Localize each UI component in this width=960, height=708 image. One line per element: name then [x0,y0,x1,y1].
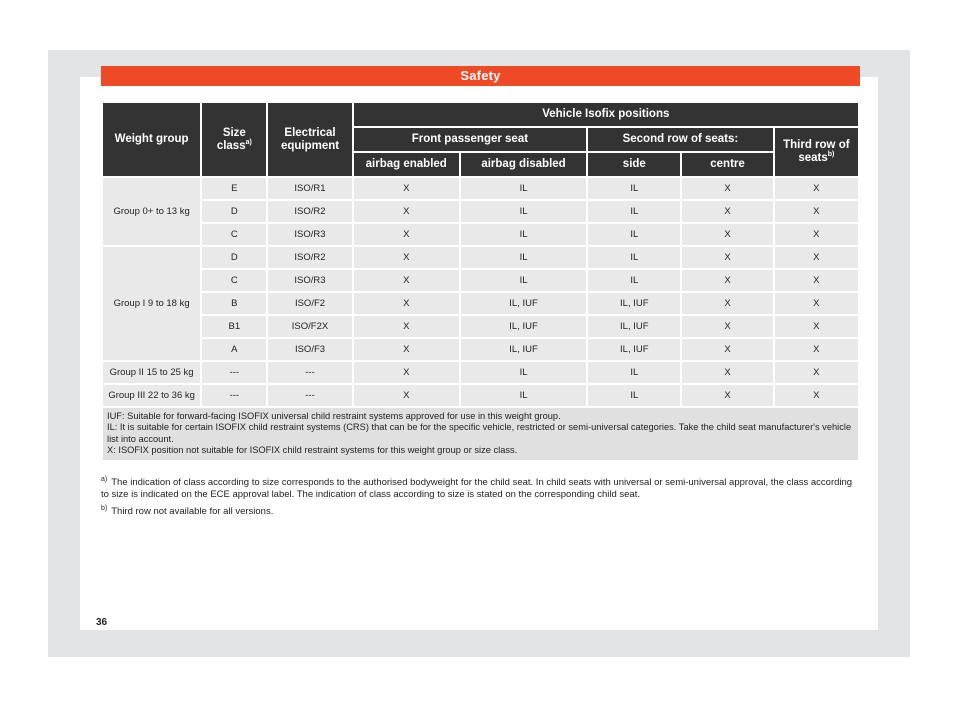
header-airbag-disabled: airbag disabled [461,153,586,176]
cell-third-row: X [775,385,858,406]
cell-third-row: X [775,247,858,268]
header-third-row: Third row of seats$^{b)}$ [775,128,858,176]
cell-centre: X [682,224,772,245]
cell-size-class: --- [202,362,266,383]
cell-size-class: D [202,201,266,222]
header-centre: centre [682,153,772,176]
cell-equipment: ISO/R3 [268,224,351,245]
cell-airbag-disabled: IL [461,362,586,383]
cell-airbag-disabled: IL [461,224,586,245]
cell-equipment: --- [268,385,351,406]
cell-size-class: B1 [202,316,266,337]
cell-third-row: X [775,270,858,291]
cell-equipment: ISO/R2 [268,201,351,222]
cell-side: IL, IUF [588,293,680,314]
legend-il: IL: It is suitable for certain ISOFIX child restraint systems (CRS) that can be for the specific vehicle, restricted or semi-universal categories. Take the child seat manufacturer's vehicle list into account. [107,422,852,444]
cell-size-class: A [202,339,266,360]
header-second-row: Second row of seats: [588,128,772,151]
cell-airbag-enabled: X [354,339,459,360]
cell-side: IL [588,247,680,268]
table-legend [103,408,858,460]
cell-third-row: X [775,201,858,222]
cell-side: IL [588,224,680,245]
header-vehicle-isofix-positions: Vehicle Isofix positions [354,103,858,126]
cell-third-row: X [775,178,858,199]
table-row [103,178,858,199]
cell-side: IL, IUF [588,316,680,337]
cell-equipment: ISO/R1 [268,178,351,199]
cell-airbag-disabled: IL [461,270,586,291]
cell-equipment: --- [268,362,351,383]
cell-third-row: X [775,316,858,337]
cell-side: IL, IUF [588,339,680,360]
cell-airbag-enabled: X [354,224,459,245]
page-number: 36 [96,617,108,628]
cell-airbag-enabled: X [354,178,459,199]
header-size-class: Size class$^{a)}$ [202,103,266,176]
cell-centre: X [682,201,772,222]
weight-group-label: Group I 9 to 18 kg [103,247,200,360]
footnotes [101,477,858,523]
cell-centre: X [682,362,772,383]
cell-size-class: --- [202,385,266,406]
cell-size-class: D [202,247,266,268]
cell-airbag-enabled: X [354,293,459,314]
table-row [103,385,858,406]
cell-side: IL [588,201,680,222]
cell-airbag-enabled: X [354,270,459,291]
cell-airbag-enabled: X [354,316,459,337]
cell-centre: X [682,293,772,314]
table-row [103,339,858,360]
legend-iuf: IUF: Suitable for forward-facing ISOFIX universal child restraint systems approved for use in this weight group. [107,411,561,421]
cell-airbag-disabled: IL, IUF [461,316,586,337]
cell-centre: X [682,316,772,337]
cell-airbag-disabled: IL [461,178,586,199]
footnote-b [101,506,858,518]
footnote-ref-a: a) [245,138,252,146]
cell-side: IL [588,362,680,383]
footnote-ref-b: b) [827,151,835,159]
section-title: Safety [101,66,860,86]
weight-group-label: Group III 22 to 36 kg [103,385,200,406]
table-row [103,224,858,245]
cell-airbag-enabled: X [354,201,459,222]
cell-airbag-enabled: X [354,385,459,406]
table-row [103,201,858,222]
cell-third-row: X [775,362,858,383]
footnote-a-mark: a) [101,475,108,483]
cell-centre: X [682,247,772,268]
cell-airbag-disabled: IL [461,201,586,222]
cell-equipment: ISO/F2 [268,293,351,314]
cell-side: IL [588,178,680,199]
footnote-b-mark: b) [101,504,108,512]
weight-group-label: Group 0+ to 13 kg [103,178,200,245]
cell-airbag-disabled: IL, IUF [461,339,586,360]
table-row [103,247,858,268]
table-row [103,293,858,314]
cell-centre: X [682,385,772,406]
cell-third-row: X [775,339,858,360]
cell-airbag-disabled: IL [461,247,586,268]
cell-airbag-disabled: IL, IUF [461,293,586,314]
isofix-positions-table [101,101,860,462]
cell-centre: X [682,178,772,199]
weight-group-label: Group II 15 to 25 kg [103,362,200,383]
table-row [103,316,858,337]
header-electrical-equipment: Electrical equipment [268,103,351,176]
table-body [103,178,858,460]
footnote-a [101,477,858,501]
cell-equipment: ISO/F2X [268,316,351,337]
header-side: side [588,153,680,176]
table-row [103,270,858,291]
cell-size-class: B [202,293,266,314]
cell-third-row: X [775,224,858,245]
legend-x: X: ISOFIX position not suitable for ISOFIX child restraint systems for this weight group or size class. [107,444,518,455]
footnote-b-text: Third row not available for all versions. [111,506,274,517]
cell-airbag-enabled: X [354,247,459,268]
footnote-a-text: The indication of class according to size corresponds to the authorised bodyweight for the child seat. In child seats with universal or semi-universal approval, the class according to size is indicated on the ECE approval label. The indication of class according to size is stated on the corresponding child seat. [101,477,853,500]
cell-equipment: ISO/F3 [268,339,351,360]
cell-airbag-enabled: X [354,362,459,383]
cell-size-class: C [202,270,266,291]
cell-airbag-disabled: IL [461,385,586,406]
cell-equipment: ISO/R3 [268,270,351,291]
table-row [103,362,858,383]
cell-equipment: ISO/R2 [268,247,351,268]
cell-third-row: X [775,293,858,314]
header-weight-group: Weight group [103,103,200,176]
cell-centre: X [682,270,772,291]
cell-side: IL [588,270,680,291]
cell-size-class: C [202,224,266,245]
header-airbag-enabled: airbag enabled [354,153,459,176]
cell-centre: X [682,339,772,360]
cell-size-class: E [202,178,266,199]
header-front-passenger-seat: Front passenger seat [354,128,587,151]
cell-side: IL [588,385,680,406]
